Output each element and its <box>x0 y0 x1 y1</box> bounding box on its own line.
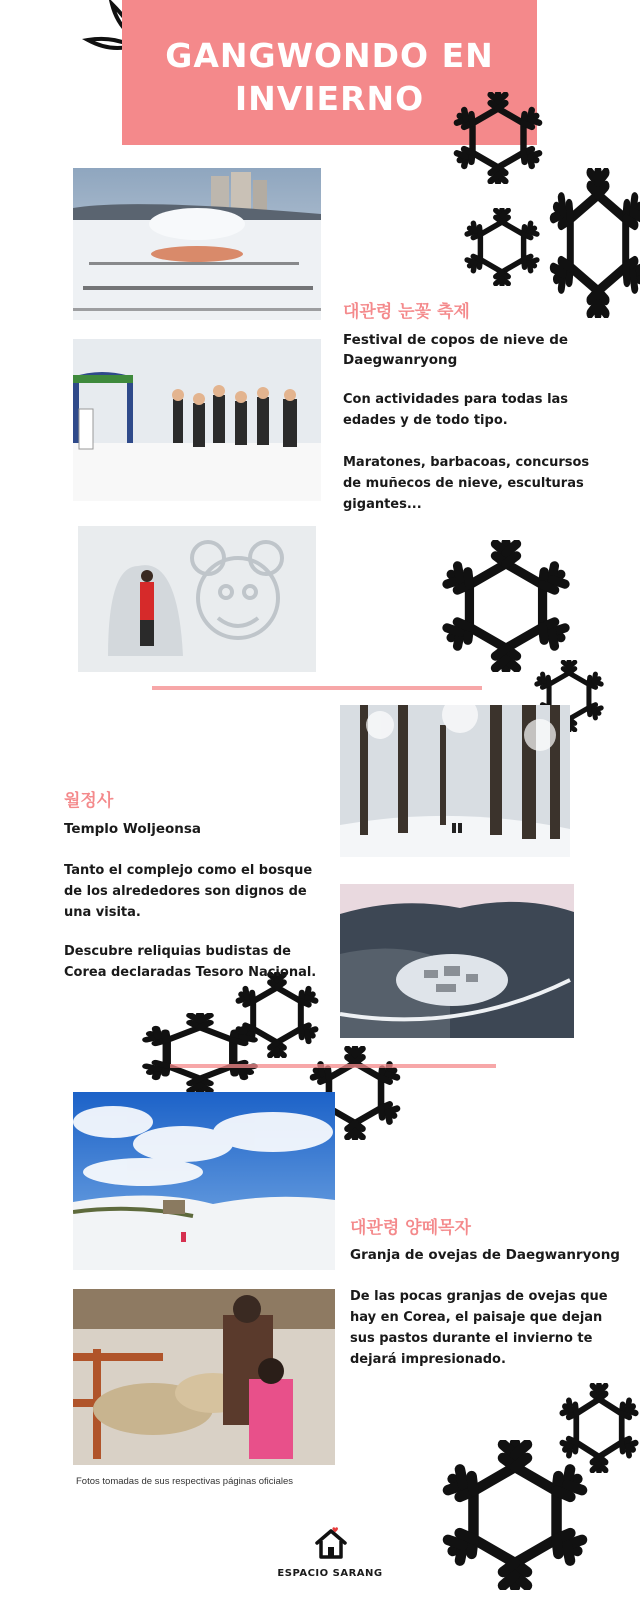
photo-credit: Fotos tomadas de sus respectivas páginas oficiales <box>76 1476 294 1487</box>
house-heart-icon <box>313 1527 349 1565</box>
section2-title-korean: 월정사 <box>64 791 114 811</box>
photo-sheep-farm-hills <box>73 1092 335 1270</box>
section2-subtitle: Templo Woljeonsa <box>64 821 202 837</box>
snowflake-icon <box>452 92 544 184</box>
photo-snow-festival-aerial <box>73 168 321 320</box>
snowflake-icon <box>463 208 541 286</box>
snowflake-icon <box>440 1440 590 1590</box>
section-divider <box>170 1064 496 1068</box>
snowflake-icon <box>440 540 572 672</box>
photo-snow-marathon <box>73 339 321 501</box>
snowflake-icon <box>548 168 640 318</box>
snowflake-icon <box>140 1013 260 1093</box>
section3-title-korean: 대관령 양떼목자 <box>350 1218 471 1238</box>
section1-paragraph2: Maratones, barbacoas, concursos de muñecos de nieve, esculturas gigantes... <box>343 455 590 512</box>
section2-paragraph1: Tanto el complejo como el bosque de los alrededores son dignos de una visita. <box>64 863 313 920</box>
section1-paragraph1: Con actividades para todas las edades y de todo tipo. <box>343 392 569 428</box>
photo-temple-aerial <box>340 884 574 1038</box>
photo-feeding-sheep <box>73 1289 335 1465</box>
section2-paragraph2: Descubre reliquias budistas de Corea declaradas Tesoro Nacional. <box>64 944 317 980</box>
section1-subtitle: Festival de copos de nieve de Daegwanryong <box>343 332 569 368</box>
photo-snowy-forest <box>340 705 570 857</box>
brand-name: ESPACIO SARANG <box>277 1568 383 1579</box>
page-title: GANGWONDO EN INVIERNO <box>165 35 494 118</box>
section1-title-korean: 대관령 눈꽃 축제 <box>343 302 470 322</box>
section3-subtitle: Granja de ovejas de Daegwanryong <box>350 1247 620 1263</box>
section-divider <box>152 686 482 690</box>
photo-snow-sculpture <box>78 526 316 672</box>
section3-paragraph1: De las pocas granjas de ovejas que hay en Corea, el paisaje que dejan sus pastos durante el invierno te dejará impresionado. <box>350 1289 608 1367</box>
